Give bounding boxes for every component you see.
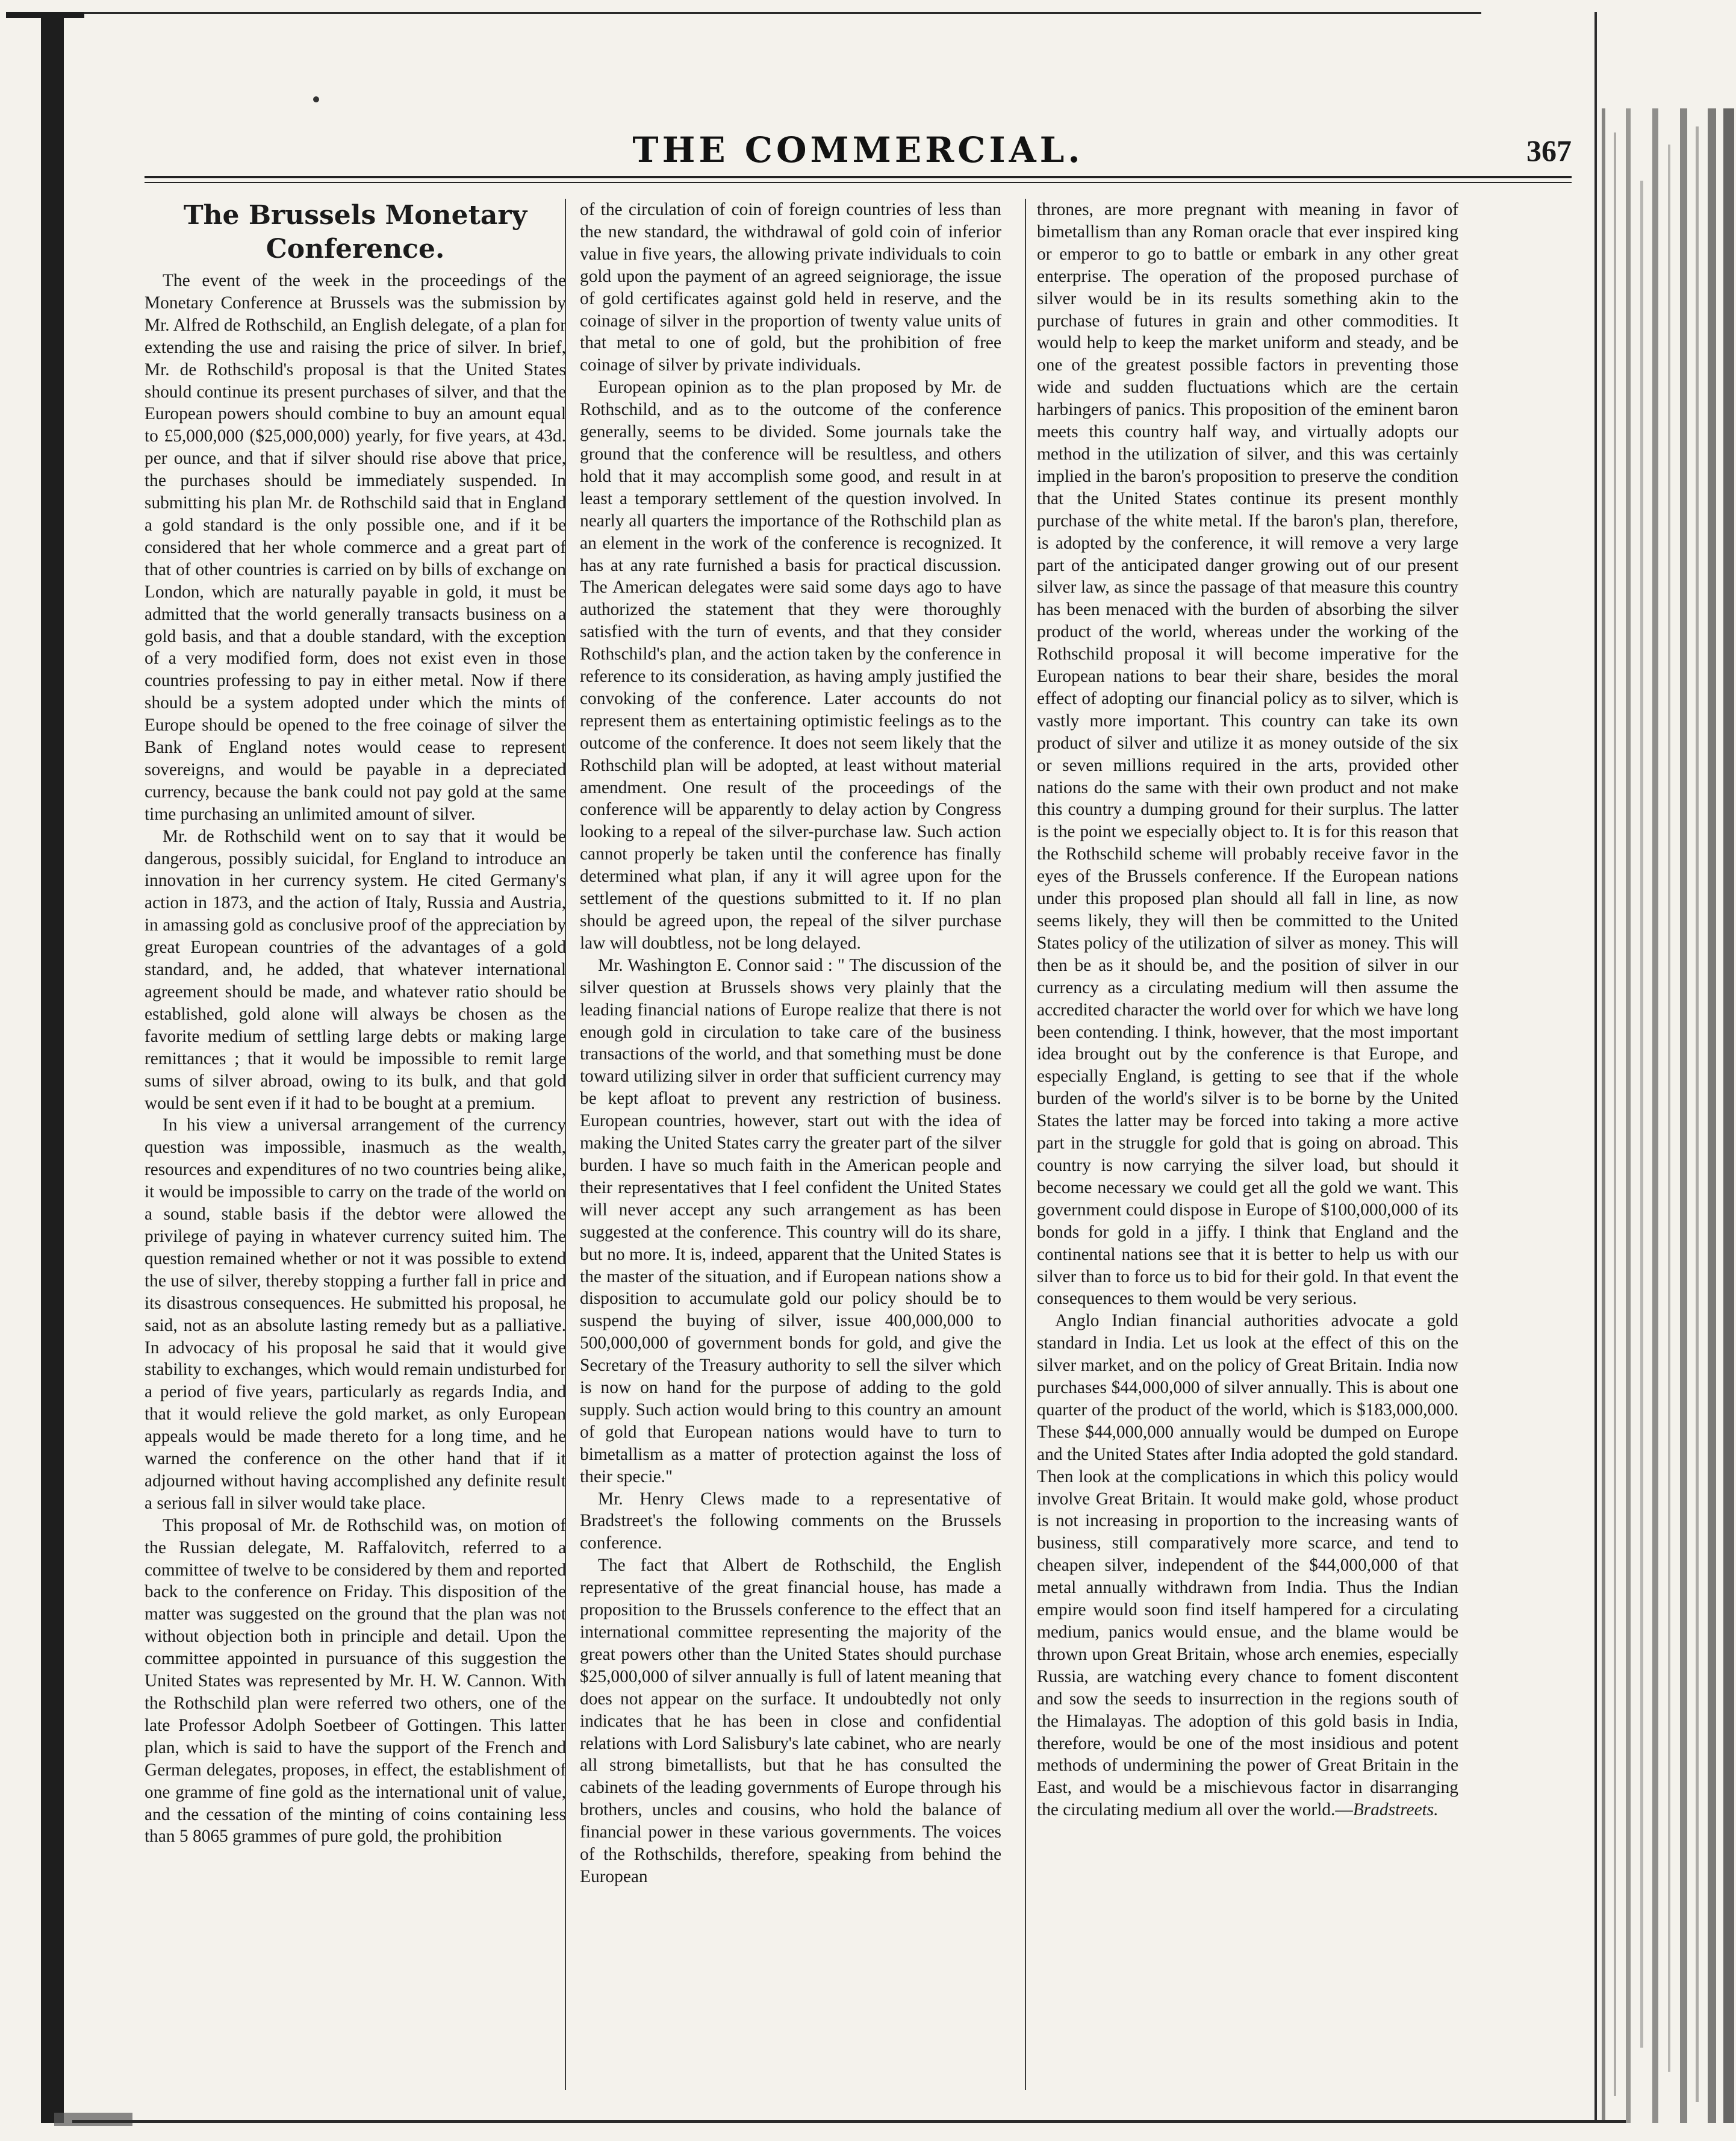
paragraph: This proposal of Mr. de Rothschild was, on motion of the Russian delegate, M. Raffalovitch, referred to a committee of twelve to be considered by them and reported back to the conference on Friday. This disposition of the matter was suggested on the ground that the plan was not without objection both in principle and detail. Upon the committee appointed in pursuance of this suggestion the United States was represented by Mr. H. W. Cannon. With the Rothschild plan were referred two others, one of the late Professor Adolph Soetbeer of Gottingen. This latter plan, which is said to have the support of the French and German delegates, proposes, in effect, the establishment of one gramme of fine gold as the international unit of value, and the cessation of the minting of coins containing less than 5 8065 grammes of pure gold, the prohibition <box>145 1515 566 1846</box>
column-divider <box>1025 199 1026 2090</box>
bottom-border <box>72 2120 1626 2123</box>
paragraph: The event of the week in the proceedings of the Monetary Conference at Brussels was the submission by Mr. Alfred de Rothschild, an English delegate, of a plan for extending the use and raising the price of silver. In brief, Mr. de Rothschild's proposal is that the United States should continue its present purchases of silver, and that the European powers should combine to buy an amount equal to £5,000,000 ($25,000,000) yearly, for five years, at 43d. per ounce, and that if silver should rise above that price, the purchases should be immediately suspended. In submitting his plan Mr. de Rothschild said that in England a gold standard is the only possible one, and if it be considered that her whole commerce and a great part of that of other countries is carried on by bills of exchange on London, which are naturally payable in gold, it must be admitted that the world generally transacts business on a gold basis, and that a double standard, with the exception of a very modified form, does not exist even in those countries professing to pay in either metal. Now if there should be a system adopted under which the mints of Europe should be opened to the free coinage of silver the Bank of England notes would cease to represent sovereigns, and would be payable in a depreciated currency, because the bank could not pay gold at the same time purchasing an unlimited amount of silver. <box>145 271 566 824</box>
paragraph: Mr. de Rothschild went on to say that it would be dangerous, possibly suicidal, for England to introduce an innovation in her currency system. He cited Germany's action in 1873, and the action of Italy, Russia and Austria, in amassing gold as conclusive proof of the appreciation by great European countries of the advantages of a gold standard, and, he added, that whatever international agreement should be made, and whatever ratio should be established, gold alone will always be chosen as the favorite medium of settling large debts or making large remittances ; that it would be impossible to remit large sums of silver abroad, owing to its bulk, and that gold would be sent even if it had to be bought at a premium. <box>145 826 566 1113</box>
column-3 <box>1037 199 1458 2090</box>
masthead <box>145 129 1572 172</box>
column-2 <box>580 199 1001 2090</box>
ink-speck <box>313 96 319 102</box>
paragraph: of the circulation of coin of foreign countries of less than the new standard, the withdrawal of gold coin of inferior value in five years, the allowing private individuals to coin gold upon the payment of an agreed seigniorage, the issue of gold certificates against gold held in reserve, and the coinage of silver in the proportion of twenty value units of that metal to one of gold, but the prohibition of free coinage of silver by private individuals. <box>580 200 1001 375</box>
paragraph-text: Anglo Indian financial authorities advocate a gold standard in India. Let us look at the effect of this on the silver market, and on the policy of Great Britain. India now purchases $44,000,000 of silver annually. This is about one quarter of the product of the world, which is $183,000,000. These $44,000,000 annually would be dumped on Europe and the United States after India adopted the gold standard. Then look at the complications in which this policy would involve Great Britain. It would make gold, whose product is not increasing in proportion to the increasing wants of business, still comparatively more scarce, and tend to cheapen silver, independent of the $44,000,000 of that metal annually withdrawn from India. Thus the Indian empire would soon find itself hampered for a circulating medium, panics would ensue, and the blame would be thrown upon Great Britain, whose arch enemies, especially Russia, are watching every chance to foment discontent and sow the seeds to insurrection in the regions south of the Himalayas. The adoption of this gold basis in India, therefore, would be one of the most insidious and potent methods of undermining the power of Great Britain in the East, and would be a mischievous factor in disarranging the circulating medium all over the world.— <box>1037 1311 1458 1820</box>
masthead-rule-thin <box>145 182 1572 183</box>
paragraph: European opinion as to the plan proposed by Mr. de Rothschild, and as to the outcome of the conference generally, seems to be divided. Some journals take the ground that the conference will be resultless, and others hold that it may accomplish some good, and result in at least a temporary settlement of the question involved. In nearly all quarters the importance of the Rothschild plan as an element in the work of the conference is recognized. It has at any rate furnished a basis for practical discussion. The American delegates were said some days ago to have authorized the statement that they were thoroughly satisfied with the turn of events, and that they consider Rothschild's plan, and the action taken by the conference in reference to its consideration, as having amply justified the convoking of the conference. Later accounts do not represent them as entertaining optimistic feelings as to the outcome of the conference. It does not seem likely that the Rothschild plan will be adopted, at least without material amendment. One result of the proceedings of the conference will be apparently to delay action by Congress looking to a repeal of the silver-purchase law. Such action cannot properly be taken until the conference has finally determined what plan, if any it will agree upon for the settlement of the questions submitted to it. If no plan should be agreed upon, the repeal of the silver purchase law will doubtless, not be long delayed. <box>580 378 1001 953</box>
bleed-through-texture <box>1590 108 1736 2123</box>
masthead-rule <box>145 176 1572 178</box>
article-title: The Brussels Monetary Conference. <box>183 200 527 264</box>
paragraph <box>1037 1310 1458 1821</box>
paragraph: Mr. Henry Clews made to a representative of Bradstreet's the following comments on the Brussels conference. <box>580 1489 1001 1553</box>
top-border <box>84 12 1481 14</box>
page-number: 367 <box>1526 134 1572 167</box>
ink-smudge <box>54 2113 132 2126</box>
binding-edge <box>41 12 64 2123</box>
paragraph: thrones, are more pregnant with meaning in favor of bimetallism than any Roman oracle that ever inspired king or emperor to go to battle or embark in any other great enterprise. The operation of the proposed purchase of silver would be in its results something akin to the purchase of futures in grain and other commodities. It would help to keep the market uniform and steady, and be one of the greatest possible factors in preventing those wide and sudden fluctuations which are the certain harbingers of panics. This proposition of the eminent baron meets this country half way, and virtually adopts our method in the utilization of silver, and this was certainly implied in the baron's proposition to preserve the condition that the United States continue its present monthly purchase of the white metal. If the baron's plan, therefore, is adopted by the conference, it will remove a very large part of the anticipated danger growing out of our present silver law, as since the passage of that measure this country has been menaced with the burden of absorbing the silver product of the world, whereas under the working of the Rothschild proposal it will become imperative for the European nations to bear their share, besides the moral effect of adopting our financial policy as to silver, which is vastly more important. This country can take its own product of silver and utilize it as money outside of the six or seven millions required in the arts, provided other nations do the same with their own product and not make this country a dumping ground for their surplus. The latter is the point we especially object to. It is for this reason that the Rothschild scheme will probably receive favor in the eyes of the Brussels conference. If the European nations under this proposed plan should all fall in line, as now seems likely, they will then be committed to the United States policy of the utilization of silver as money. This will then be as it should be, and the position of silver in our currency as a circulating medium will then assume the accredited character the world over for which we have long been contending. I think, however, that the most important idea brought out by the conference is that Europe, and especially England, is getting to see that if the whole burden of the world's silver is to be borne by the United States the latter may be forced into taking a more active part in the struggle for gold that is going on abroad. This country is now carrying the silver load, but should it become necessary we could get all the gold we want. This government could dispose in Europe of $100,000,000 of its bonds for gold in a jiffy. I think that England and the continental nations see that it is better to help us with our silver than to force us to bid for their gold. In that event the consequences to them would be very serious. <box>1037 200 1458 1309</box>
masthead-title: THE COMMERCIAL. <box>632 129 1084 170</box>
paragraph: In his view a universal arrangement of the currency question was impossible, inasmuch as the wealth, resources and expenditures of no two countries being alike, it would be impossible to carry on the trade of the world on a sound, stable basis if the debtor were allowed the privilege of paying in whatever currency suited him. The question remained whether or not it was possible to extend the use of silver, thereby stopping a further fall in price and its disastrous consequences. He submitted his proposal, he said, not as an absolute lasting remedy but as a palliative. In advocacy of his proposal he said that it would give stability to exchanges, which would remain undisturbed for a period of five years, particularly as regards India, and that it would relieve the gold market, as only European appeals would be made thereto for a long time, and he warned the conference on the other hand that if it adjourned without having accomplished any definite result a serious fall in silver would take place. <box>145 1115 566 1513</box>
source-signoff: Bradstreets. <box>1352 1800 1439 1820</box>
paragraph: Mr. Washington E. Connor said : " The discussion of the silver question at Brussels shows very plainly that the leading financial nations of Europe realize that there is not enough gold in circulation to take care of the business transactions of the world, and that something must be done toward utilizing silver in order that sufficient currency may be kept afloat to prevent any restriction of business. European countries, however, start out with the idea of making the United States carry the greater part of the silver burden. I have so much faith in the American people and their representatives that I feel confident the United States will never accept any such arrangement as has been suggested at the conference. This country will do its share, but no more. It is, indeed, apparent that the United States is the master of the situation, and if European nations show a disposition to accumulate gold our policy should be to suspend the buying of silver, issue 400,000,000 to 500,000,000 of government bonds for gold, and give the Secretary of the Treasury authority to sell the silver which is now on hand for the purpose of adding to the gold supply. Such action would bring to this country an amount of gold that European nations would have to turn to bimetallism as a matter of protection against the loss of their specie." <box>580 955 1001 1486</box>
paragraph: The fact that Albert de Rothschild, the English representative of the great financial house, has made a proposition to the Brussels conference to the effect that an international committee representing the majority of the great powers other than the United States should purchase $25,000,000 of silver annually is full of latent meaning that does not appear on the surface. It undoubtedly not only indicates that he has been in close and confidential relations with Lord Salisbury's late cabinet, who are nearly all strong bimetallists, but that he has consulted the cabinets of the leading governments of Europe through his brothers, uncles and cousins, who hold the balance of financial power in these various governments. The voices of the Rothschilds, therefore, speaking from behind the European <box>580 1556 1001 1886</box>
column-1 <box>145 199 566 2090</box>
